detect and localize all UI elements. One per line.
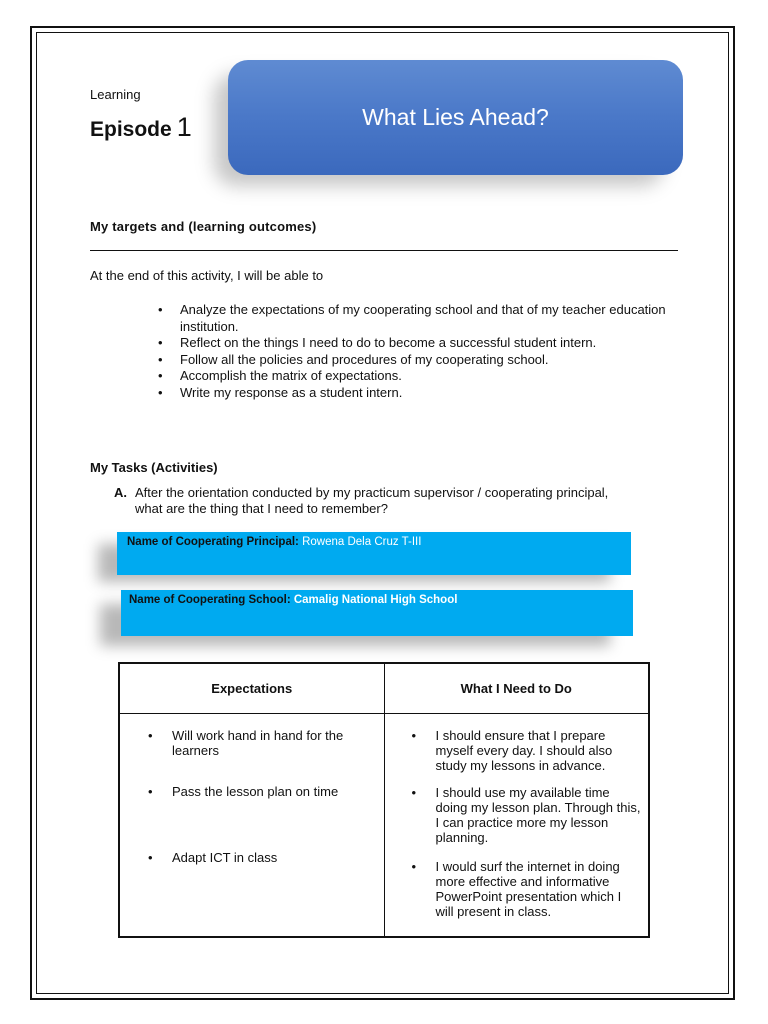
principal-box xyxy=(117,532,631,575)
heading-divider xyxy=(90,250,678,251)
expectation-item: • Pass the lesson plan on time xyxy=(172,784,370,799)
matrix-table xyxy=(119,663,649,937)
target-item: • Analyze the expectations of my cooperating school and that of my teacher education institution. xyxy=(158,302,678,335)
targets-list xyxy=(158,302,678,401)
task-question: After the orientation conducted by my practicum supervisor / cooperating principal, what are the thing that I need to remember? xyxy=(135,485,609,516)
target-item: • Reflect on the things I need to do to become a successful student intern. xyxy=(158,335,678,352)
actions-cell xyxy=(384,714,649,937)
episode-label: Episode xyxy=(90,118,172,141)
header-expectations: Expectations xyxy=(120,664,385,714)
action-item: • I would surf the internet in doing more effective and informative PowerPoint presentation which I will present in class. xyxy=(436,859,643,919)
targets-heading: My targets and (learning outcomes) xyxy=(90,219,317,234)
expectations-list xyxy=(120,714,384,865)
matrix-header-row xyxy=(120,664,649,714)
target-item: • Accomplish the matrix of expectations. xyxy=(158,368,678,385)
action-item: • I should use my available time doing my lesson plan. Through this, I can practice more my lesson planning. xyxy=(436,785,643,845)
header-what-i-need-to-do: What I Need to Do xyxy=(384,664,649,714)
title-banner: What Lies Ahead? xyxy=(228,60,683,175)
episode-number: 1 xyxy=(176,112,192,142)
principal-label: Name of Cooperating Principal: xyxy=(127,536,299,548)
expectation-item: • Will work hand in hand for the learners xyxy=(172,728,370,758)
episode-heading xyxy=(90,112,192,143)
tasks-heading: My Tasks (Activities) xyxy=(90,460,218,475)
target-item: • Write my response as a student intern. xyxy=(158,385,678,402)
targets-intro: At the end of this activity, I will be able to xyxy=(90,268,324,283)
school-name: Camalig National High School xyxy=(293,594,458,606)
school-label: Name of Cooperating School: xyxy=(129,594,291,606)
expectations-matrix xyxy=(118,662,650,938)
task-letter: A. xyxy=(114,485,127,500)
learning-label: Learning xyxy=(90,87,141,102)
principal-name: Rowena Dela Cruz T-III xyxy=(302,536,422,548)
expectations-cell xyxy=(120,714,385,937)
target-item: • Follow all the policies and procedures of my cooperating school. xyxy=(158,352,678,369)
action-item: • I should ensure that I prepare myself every day. I should also study my lessons in advance. xyxy=(436,728,643,773)
school-box xyxy=(121,590,633,636)
actions-list xyxy=(385,714,649,919)
expectation-item: • Adapt ICT in class xyxy=(172,850,370,865)
matrix-body-row xyxy=(120,714,649,937)
